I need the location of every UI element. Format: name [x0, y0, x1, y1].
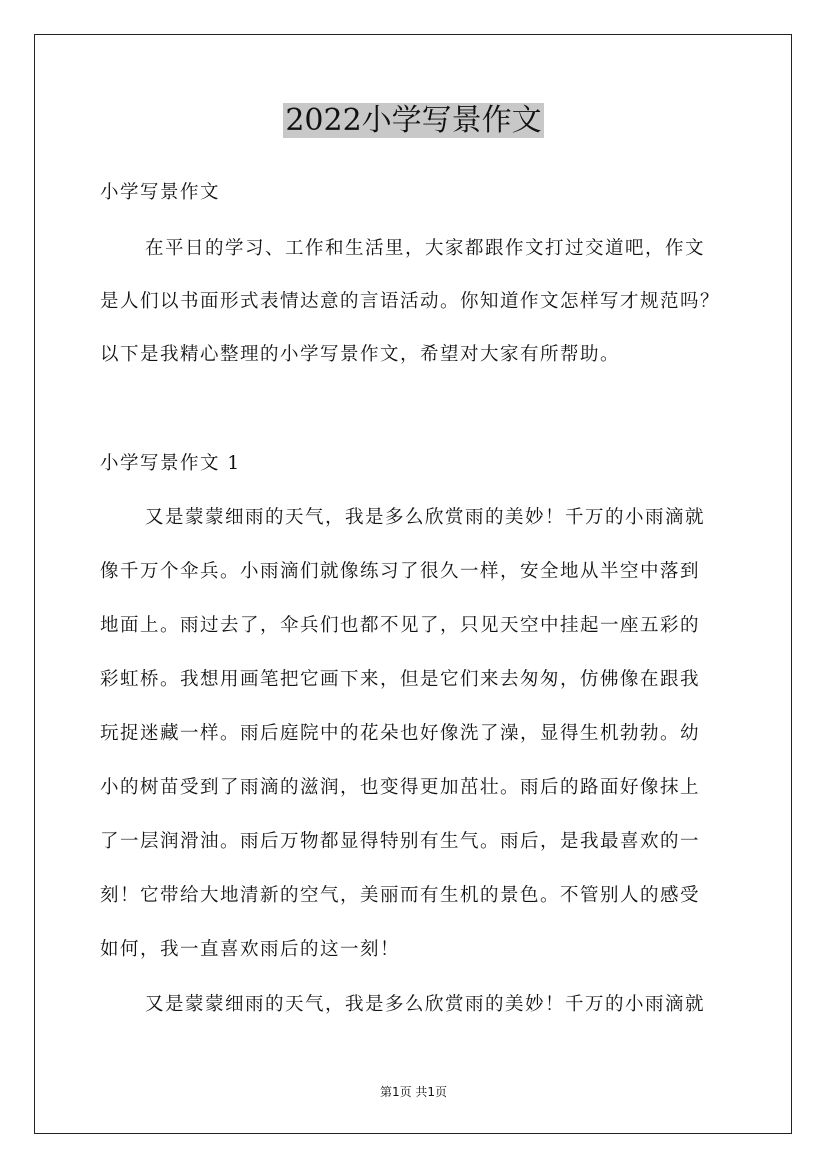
paragraph1-line-9: 如何，我一直喜欢雨后的这一刻！ — [100, 939, 401, 960]
document-title — [0, 100, 827, 142]
section-heading: 小学写景作文 1 — [100, 453, 241, 474]
paragraph1-line-4: 彩虹桥。我想用画笔把它画下来，但是它们来去匆匆，仿佛像在跟我 — [100, 669, 701, 690]
document-subtitle: 小学写景作文 — [100, 182, 221, 203]
paragraph1-line-3: 地面上。雨过去了，伞兵们也都不见了，只见天空中挂起一座五彩的 — [100, 615, 701, 636]
paragraph1-line-7: 了一层润滑油。雨后万物都显得特别有生气。雨后，是我最喜欢的一 — [100, 831, 701, 852]
paragraph1-line-1: 又是蒙蒙细雨的天气，我是多么欣赏雨的美妙！千万的小雨滴就 — [145, 507, 706, 528]
paragraph1-line-2: 像千万个伞兵。小雨滴们就像练习了很久一样，安全地从半空中落到 — [100, 561, 701, 582]
document-title-text: 2022小学写景作文 — [285, 103, 542, 138]
page-number-footer: 第1页 共1页 — [379, 1085, 448, 1099]
intro-line-2: 是人们以书面形式表情达意的言语活动。你知道作文怎样写才规范吗？ — [100, 291, 721, 312]
intro-line-1: 在平日的学习、工作和生活里，大家都跟作文打过交道吧，作文 — [145, 238, 706, 259]
paragraph1-line-8: 刻！它带给大地清新的空气，美丽而有生机的景色。不管别人的感受 — [100, 885, 701, 906]
paragraph2-line-1: 又是蒙蒙细雨的天气，我是多么欣赏雨的美妙！千万的小雨滴就 — [145, 994, 706, 1015]
paragraph1-line-5: 玩捉迷藏一样。雨后庭院中的花朵也好像洗了澡，显得生机勃勃。幼 — [100, 723, 701, 744]
paragraph1-line-6: 小的树苗受到了雨滴的滋润，也变得更加茁壮。雨后的路面好像抹上 — [100, 777, 701, 798]
intro-line-3: 以下是我精心整理的小学写景作文，希望对大家有所帮助。 — [100, 344, 621, 365]
